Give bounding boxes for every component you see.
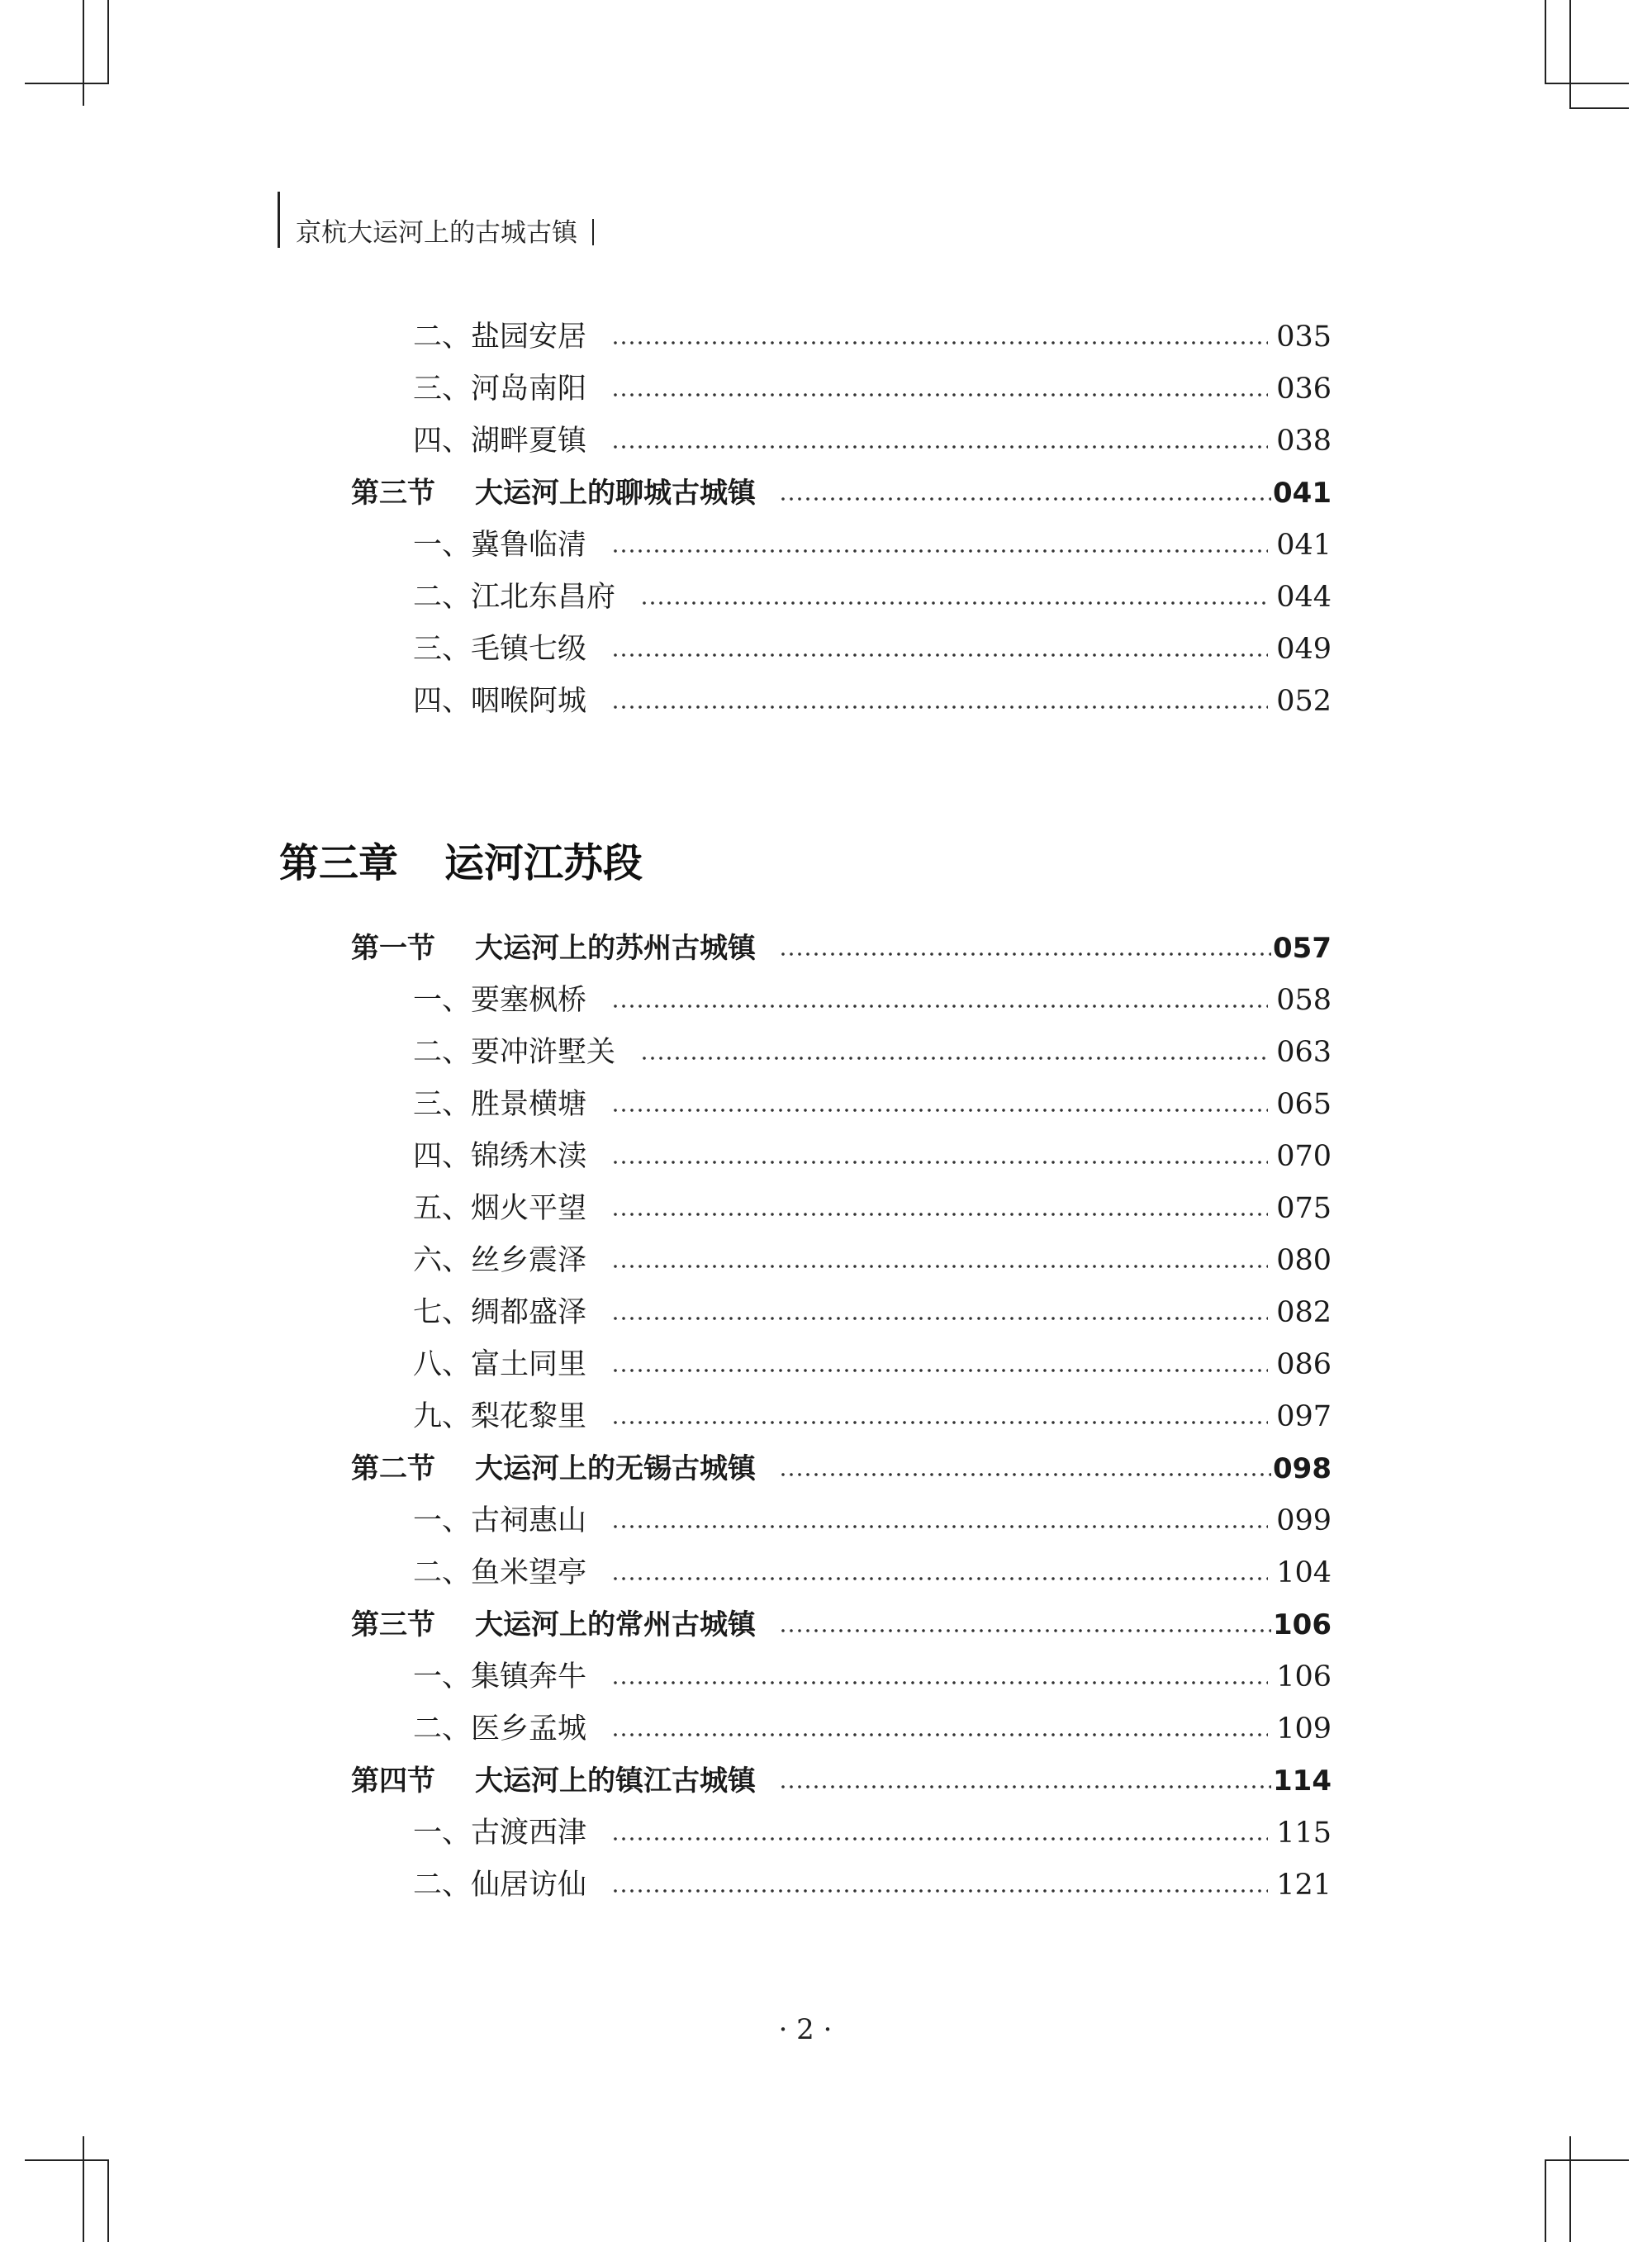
toc-entry-title [351, 1602, 756, 1648]
toc-entry-label: 二、盐园安居 [413, 321, 587, 354]
toc-entry-label: 一、集镇奔牛 [413, 1660, 587, 1693]
toc-entry-label: 六、丝乡震泽 [413, 1244, 587, 1277]
toc-entry-label: 大运河上的苏州古城镇 [475, 932, 756, 965]
crop-mark-top-left-h [25, 83, 109, 84]
toc-entry-title [413, 1706, 586, 1752]
dot-leader [611, 1213, 1268, 1216]
crop-mark-bottom-right-h [1545, 2159, 1629, 2161]
toc-section-entry[interactable] [351, 470, 1332, 516]
toc-entry[interactable] [413, 1706, 1332, 1752]
toc-entry-label: 四、锦绣木渎 [413, 1140, 587, 1173]
toc-entry-label: 一、冀鲁临清 [413, 529, 587, 562]
toc-entry-title [413, 1862, 586, 1908]
toc-page-number: 104 [1276, 1556, 1332, 1589]
toc-entry[interactable] [413, 1081, 1332, 1128]
dot-leader [611, 1161, 1268, 1164]
dot-leader [611, 1837, 1268, 1841]
dot-leader [611, 1525, 1268, 1528]
dot-leader [779, 1473, 1271, 1476]
dot-leader [779, 952, 1271, 956]
dot-leader [611, 1369, 1268, 1372]
toc-entry[interactable] [413, 1498, 1332, 1544]
toc-entry-label: 八、富土同里 [413, 1348, 587, 1381]
toc-section-entry[interactable] [351, 1602, 1332, 1648]
toc-entry-label: 四、湖畔夏镇 [413, 425, 587, 458]
toc-entry-label: 二、鱼米望亭 [413, 1556, 587, 1589]
chapter-heading [279, 834, 643, 892]
crop-mark-top-right-h [1545, 83, 1629, 84]
toc-page-number: 097 [1276, 1400, 1332, 1433]
toc-entry[interactable] [413, 1133, 1332, 1180]
toc-entry-title [351, 1446, 756, 1492]
toc-entry-label: 三、胜景横塘 [413, 1088, 587, 1121]
toc-entry-title [351, 1758, 756, 1804]
toc-entry-title [413, 1237, 586, 1284]
dot-leader [779, 1785, 1271, 1788]
toc-page-number: 035 [1276, 321, 1332, 354]
toc-entry-title [413, 1133, 586, 1180]
crop-mark-top-right-h2 [1569, 107, 1629, 109]
toc-entry-label: 一、要塞枫桥 [413, 984, 587, 1017]
dot-leader [611, 1317, 1268, 1320]
toc-page-number: 063 [1276, 1036, 1332, 1069]
toc-page-number: 106 [1273, 1608, 1332, 1641]
toc-entry-title [413, 522, 586, 568]
crop-mark-bottom-left-v [83, 2136, 84, 2242]
toc-entry-label: 九、梨花黎里 [413, 1400, 587, 1433]
toc-page-number: 057 [1273, 932, 1332, 965]
toc-entry-title [413, 1654, 586, 1700]
toc-entry-title [413, 418, 586, 464]
header-rule [278, 192, 280, 248]
toc-entry-title [413, 1185, 586, 1232]
toc-entry-title [351, 925, 756, 971]
section-number: 第三节 [351, 1608, 435, 1641]
running-head-bar [592, 219, 594, 245]
toc-entry-label: 五、烟火平望 [413, 1192, 587, 1225]
toc-entry-title [413, 1029, 615, 1076]
dot-leader [611, 1109, 1268, 1112]
toc-page-number: 075 [1276, 1192, 1332, 1225]
toc-entry[interactable] [413, 626, 1332, 672]
toc-page-number: 052 [1276, 685, 1332, 718]
toc-entry-title [413, 678, 586, 724]
toc-page-number: 121 [1276, 1869, 1332, 1902]
toc-entry-title [413, 1342, 586, 1388]
dot-leader [611, 1577, 1268, 1580]
toc-entry-title [413, 1290, 586, 1336]
toc-page-number: 106 [1276, 1660, 1332, 1693]
toc-entry-label: 二、要冲浒墅关 [413, 1036, 616, 1069]
toc-entry-label: 三、河岛南阳 [413, 373, 587, 406]
toc-entry[interactable] [413, 1394, 1332, 1440]
crop-mark-bottom-left-h [25, 2159, 109, 2161]
toc-entry[interactable] [413, 678, 1332, 724]
section-number: 第三节 [351, 477, 435, 510]
toc-page-number: 099 [1276, 1504, 1332, 1537]
toc-entry-title [413, 574, 615, 620]
dot-leader [640, 1057, 1268, 1060]
toc-entry-title [413, 366, 586, 412]
toc-entry[interactable] [413, 1810, 1332, 1856]
toc-entry[interactable] [413, 1342, 1332, 1388]
toc-entry-title [413, 1550, 586, 1596]
toc-entry-label: 一、古祠惠山 [413, 1504, 587, 1537]
toc-entry[interactable] [413, 977, 1332, 1024]
dot-leader [611, 445, 1268, 449]
toc-page-number: 041 [1276, 529, 1332, 562]
dot-leader [611, 549, 1268, 553]
section-number: 第二节 [351, 1452, 435, 1485]
toc-entry-label: 大运河上的无锡古城镇 [475, 1452, 756, 1485]
toc-entry-title [413, 1394, 586, 1440]
toc-entry-title [413, 1498, 586, 1544]
toc-entry[interactable] [413, 1550, 1332, 1596]
toc-page-number: 070 [1276, 1140, 1332, 1173]
toc-entry-title [351, 470, 756, 516]
toc-section-entry[interactable] [351, 925, 1332, 971]
section-number: 第一节 [351, 932, 435, 965]
toc-page-number: 109 [1276, 1712, 1332, 1746]
toc-page-number: 086 [1276, 1348, 1332, 1381]
dot-leader [611, 1681, 1268, 1684]
toc-entry[interactable] [413, 366, 1332, 412]
crop-mark-top-right-v2 [1569, 0, 1571, 107]
toc-page-number: 114 [1273, 1765, 1332, 1798]
crop-mark-top-right-v [1545, 0, 1546, 83]
toc-entry[interactable] [413, 1290, 1332, 1336]
dot-leader [611, 341, 1268, 344]
toc-entry-label: 二、江北东昌府 [413, 581, 616, 614]
toc-entry[interactable] [413, 574, 1332, 620]
dot-leader [611, 1889, 1268, 1893]
toc-page-number: 058 [1276, 984, 1332, 1017]
toc-entry-label: 四、咽喉阿城 [413, 685, 587, 718]
toc-entry-label: 二、医乡孟城 [413, 1712, 587, 1746]
toc-page-number: 115 [1276, 1817, 1332, 1850]
crop-mark-bottom-left-v2 [107, 2159, 109, 2242]
toc-entry-label: 大运河上的镇江古城镇 [475, 1765, 756, 1798]
toc-entry-label: 大运河上的常州古城镇 [475, 1608, 756, 1641]
toc-section-entry[interactable] [351, 1758, 1332, 1804]
toc-entry[interactable] [413, 1862, 1332, 1908]
toc-page-number: 038 [1276, 425, 1332, 458]
toc-page-number: 049 [1276, 633, 1332, 666]
dot-leader [611, 1005, 1268, 1008]
toc-entry-title [413, 314, 586, 360]
dot-leader [640, 601, 1268, 605]
toc-entry[interactable] [413, 418, 1332, 464]
toc-entry-title [413, 1810, 586, 1856]
dot-leader [611, 1733, 1268, 1736]
crop-mark-top-left-v [83, 0, 84, 106]
page-number: · 2 · [778, 2013, 833, 2046]
crop-mark-bottom-right-v [1545, 2159, 1546, 2242]
running-head-text: 京杭大运河上的古城古镇 [296, 218, 577, 248]
toc-entry[interactable] [413, 1654, 1332, 1700]
toc-entry-label: 大运河上的聊城古城镇 [475, 477, 756, 510]
toc-entry-label: 七、绸都盛泽 [413, 1296, 587, 1329]
toc-entry-label: 二、仙居访仙 [413, 1869, 587, 1902]
toc-page-number: 082 [1276, 1296, 1332, 1329]
toc-page-number: 036 [1276, 373, 1332, 406]
toc-entry[interactable] [413, 1237, 1332, 1284]
running-head [296, 216, 594, 249]
toc-entry-label: 三、毛镇七级 [413, 633, 587, 666]
toc-entry-title [413, 1081, 586, 1128]
toc-entry-title [413, 626, 586, 672]
toc-entry-title [413, 977, 586, 1024]
dot-leader [611, 653, 1268, 657]
section-number: 第四节 [351, 1765, 435, 1798]
toc-entry[interactable] [413, 522, 1332, 568]
dot-leader [611, 1265, 1268, 1268]
toc-page-number: 098 [1273, 1452, 1332, 1485]
toc-entry-label: 一、古渡西津 [413, 1817, 587, 1850]
toc-page-number: 065 [1276, 1088, 1332, 1121]
toc-entry[interactable] [413, 1029, 1332, 1076]
dot-leader [611, 393, 1268, 397]
toc-entry[interactable] [413, 1185, 1332, 1232]
toc-section-entry[interactable] [351, 1446, 1332, 1492]
chapter-number: 第三章 [279, 840, 399, 886]
chapter-title: 运河江苏段 [444, 840, 643, 886]
dot-leader [779, 1629, 1271, 1632]
dot-leader [779, 497, 1271, 501]
toc-page-number: 080 [1276, 1244, 1332, 1277]
toc-page-number: 041 [1273, 477, 1332, 510]
toc-entry[interactable] [413, 314, 1332, 360]
crop-mark-top-left-v2 [107, 0, 109, 83]
dot-leader [611, 705, 1268, 709]
crop-mark-bottom-right-v2 [1569, 2136, 1571, 2242]
dot-leader [611, 1421, 1268, 1424]
toc-page-number: 044 [1276, 581, 1332, 614]
